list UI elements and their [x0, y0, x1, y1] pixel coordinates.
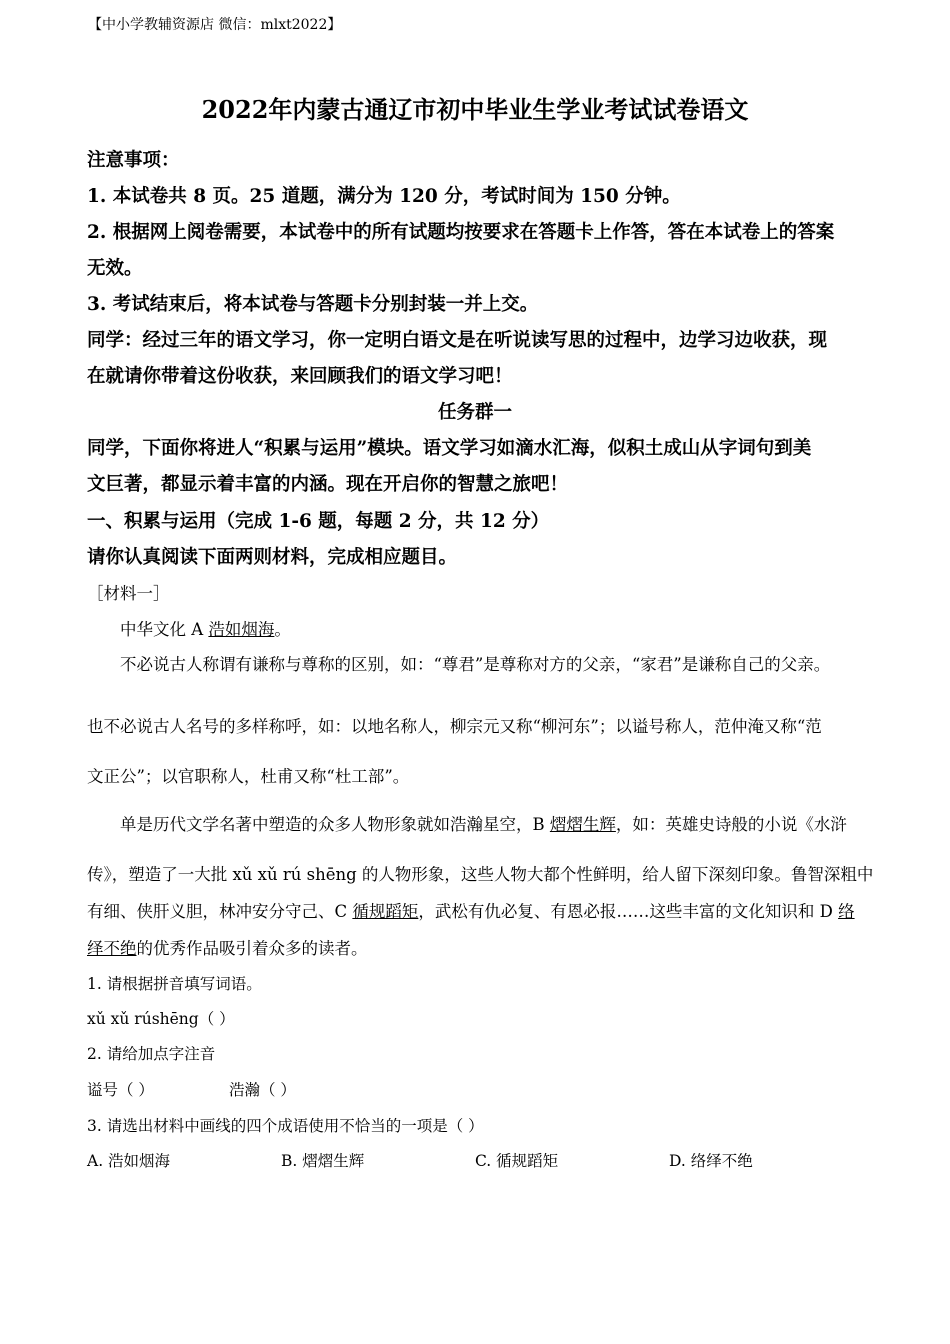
option-a: A. 浩如烟海 [87, 1152, 171, 1170]
underlined-idiom-a: 浩如烟海 [208, 620, 275, 639]
material-paragraph-3-line-2: 传》，塑造了一大批 xǔ xǔ rú shēng 的人物形象，这些人物大都个性鲜明，给人留下深刻印象。鲁智深粗中 [87, 865, 874, 884]
material-text: 的优秀作品吸引着众多的读者。 [136, 939, 368, 958]
question-1-pinyin-blank: xǔ xǔ rúshēng（ ） [87, 1010, 235, 1028]
section-heading: 一、积累与运用（完成 1-6 题，每题 2 分，共 12 分） [87, 511, 550, 532]
material-text: 单是历代文学名著中塑造的众多人物形象就如浩瀚星空，B [120, 815, 550, 834]
notice-heading: 注意事项： [87, 150, 180, 171]
task-intro-line-2: 文巨著，都显示着丰富的内涵。现在开启你的智慧之旅吧！ [87, 474, 569, 495]
option-d: D. 络绎不绝 [669, 1152, 753, 1170]
instruction: 请你认真阅读下面两则材料，完成相应题目。 [87, 547, 458, 568]
notice-item-2-line-2: 无效。 [87, 258, 143, 279]
question-1: 1. 请根据拼音填写词语。 [87, 975, 262, 993]
notice-item-2-line-1: 2. 根据网上阅卷需要，本试卷中的所有试题均按要求在答题卡上作答，答在本试卷上的答案 [87, 222, 835, 243]
material-paragraph-1 [120, 616, 291, 640]
material-paragraph-3-line-1 [120, 811, 847, 835]
underlined-idiom-d-start: 络 [838, 902, 855, 921]
question-3: 3. 请选出材料中画线的四个成语使用不恰当的一项是（ ） [87, 1117, 484, 1135]
material-paragraph-3-line-3 [87, 898, 855, 922]
material-text: ，武松有仇必复、有恩必报……这些丰富的文化知识和 D [418, 902, 839, 921]
notice-item-3: 3. 考试结束后，将本试卷与答题卡分别封装一并上交。 [87, 294, 539, 315]
notice-item-1: 1. 本试卷共 8 页。25 道题，满分为 120 分，考试时间为 150 分钟。 [87, 186, 681, 207]
underlined-idiom-c: 循规蹈矩 [352, 902, 419, 921]
question-2: 2. 请给加点字注音 [87, 1045, 216, 1063]
material-paragraph-2-line-2: 也不必说古人名号的多样称呼，如：以地名称人，柳宗元又称“柳河东”；以谥号称人，范仲淹又称“范 [87, 717, 822, 736]
question-2-item-b: 浩瀚（ ） [229, 1081, 296, 1099]
material-paragraph-2-line-1: 不必说古人称谓有谦称与尊称的区别，如：“尊君”是尊称对方的父亲，“家君”是谦称自己的父亲。 [120, 655, 831, 674]
underlined-idiom-b: 熠熠生辉 [549, 815, 616, 834]
task-group-heading: 任务群一 [437, 402, 512, 423]
option-b: B. 熠熠生辉 [281, 1152, 365, 1170]
task-intro-line-1: 同学，下面你将进人“积累与运用”模块。语文学习如滴水汇海，似积土成山从字词句到美 [87, 438, 812, 459]
material-text: 有细、侠肝义胆，林冲安分守己、C [87, 902, 353, 921]
material-text: 。 [274, 620, 291, 639]
material-text: 中华文化 A [120, 620, 209, 639]
intro-line-2: 在就请你带着这份收获，来回顾我们的语文学习吧！ [87, 366, 513, 387]
underlined-idiom-d-end: 绎不绝 [87, 939, 137, 958]
material-paragraph-3-line-4 [87, 935, 368, 959]
material-label: ［材料一］ [87, 584, 170, 603]
page-title: 2022年内蒙古通辽市初中毕业生学业考试试卷语文 [201, 95, 749, 124]
material-paragraph-2-line-3: 文正公”；以官职称人，杜甫又称“杜工部”。 [87, 767, 410, 786]
question-2-item-a: 谥号（ ） [87, 1081, 154, 1099]
material-text: ，如：英雄史诗般的小说《水浒 [615, 815, 847, 834]
intro-line-1: 同学：经过三年的语文学习，你一定明白语文是在听说读写思的过程中，边学习边收获，现 [87, 330, 828, 351]
header-tag: 【中小学教辅资源店 微信：mlxt2022】 [88, 17, 342, 33]
option-c: C. 循规蹈矩 [475, 1152, 559, 1170]
